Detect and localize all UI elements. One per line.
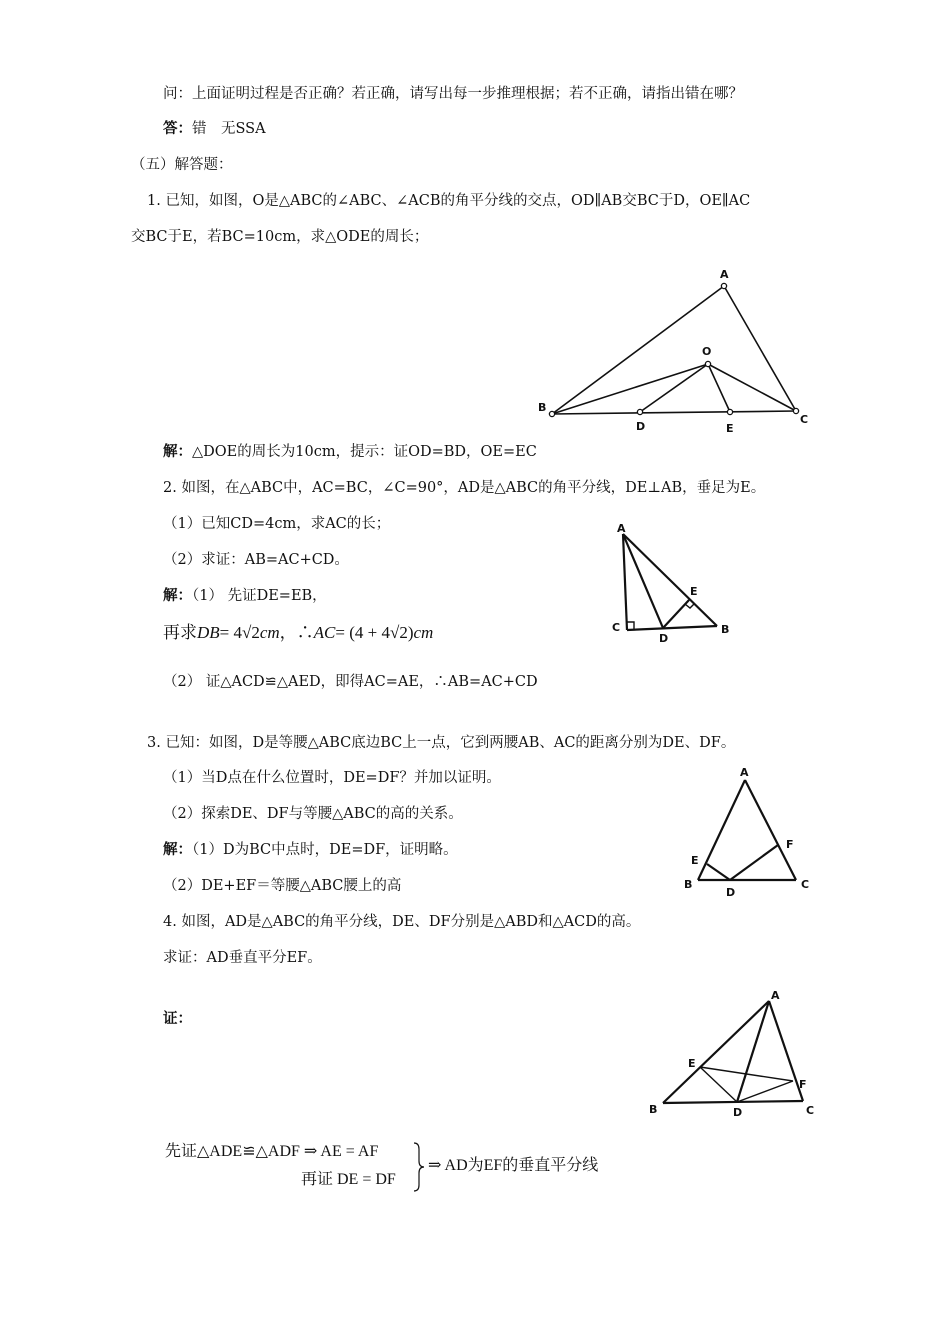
p4-label-e: E xyxy=(688,1057,696,1070)
p2-label-a: A xyxy=(617,522,626,535)
p4-seg-ac xyxy=(769,1001,803,1101)
prev-answer xyxy=(163,119,266,139)
p1-seg-oe xyxy=(708,364,730,412)
p4-label-f: F xyxy=(799,1078,807,1091)
p4-label-c: C xyxy=(806,1104,815,1117)
p3-seg-ac xyxy=(745,780,796,880)
p2-formula-db: DB xyxy=(197,623,220,642)
p4-brace xyxy=(412,1141,426,1193)
p2-sol1 xyxy=(163,586,327,606)
p2-q2: （2）求证：AB=AC+CD。 xyxy=(163,552,349,568)
p1-seg-bc xyxy=(552,411,796,414)
p2-formula-cm2: cm xyxy=(413,623,434,642)
p2-formula-ac: AC xyxy=(313,623,336,642)
p4-proof-line1: 先证△ADE≌△ADF ⇒ AE = AF xyxy=(165,1143,379,1160)
p3-sol-label: 解： xyxy=(163,841,192,858)
p1-solution xyxy=(163,442,537,462)
p4-line2: 求证：AD垂直平分EF。 xyxy=(163,950,322,966)
p4-figure xyxy=(645,985,825,1120)
answer-text: 错 无SSA xyxy=(192,121,266,137)
p1-line1: 1. 已知，如图，O是△ABC的∠ABC、∠ACB的角平分线的交点，OD∥AB交BC于D，OE∥AC xyxy=(147,193,751,209)
p3-label-a: A xyxy=(740,766,749,779)
p2-formula xyxy=(163,621,433,645)
p1-label-e: E xyxy=(726,422,734,435)
p1-seg-bo xyxy=(552,364,708,414)
p4-seg-df xyxy=(737,1081,793,1102)
p3-q2: （2）探索DE、DF与等腰△ABC的高的关系。 xyxy=(163,806,463,822)
p1-label-o: O xyxy=(702,345,712,358)
p3-seg-df xyxy=(730,845,778,880)
p3-sol1-text: （1）D为BC中点时，DE=DF，证明略。 xyxy=(192,842,458,858)
p2-formula-eq1: = 4√2 xyxy=(219,623,260,642)
p3-seg-ab xyxy=(698,780,745,880)
p1-line2: 交BC于E，若BC=10cm，求△ODE的周长； xyxy=(131,229,429,245)
p3-sol2: （2）DE+EF＝等腰△ABC腰上的高 xyxy=(163,878,402,894)
answer-label: 答： xyxy=(163,120,192,137)
p4-proof-label: 证： xyxy=(163,1010,192,1027)
p3-label-b: B xyxy=(684,878,693,891)
p1-seg-ab xyxy=(552,286,724,414)
p3-line1: 3. 已知：如图，D是等腰△ABC底边BC上一点，它到两腰AB、AC的距离分别为DE、DF。 xyxy=(147,735,736,751)
p2-label-e: E xyxy=(690,585,698,598)
p3-seg-de xyxy=(707,864,730,880)
p2-figure xyxy=(605,518,745,643)
p2-q1: （1）已知CD=4cm，求AC的长； xyxy=(163,516,391,532)
p2-formula-eq2: = (4 + 4√2) xyxy=(335,623,414,642)
p1-label-c: C xyxy=(800,413,809,426)
p4-line1: 4. 如图，AD是△ABC的角平分线，DE、DF分别是△ABD和△ACD的高。 xyxy=(163,914,641,930)
p4-seg-bc xyxy=(663,1101,803,1103)
p1-seg-od xyxy=(640,364,708,412)
p3-label-d: D xyxy=(726,886,736,899)
p3-label-c: C xyxy=(801,878,810,891)
p4-proof-line2: 再证 DE = DF xyxy=(301,1171,396,1188)
p2-label-c: C xyxy=(612,621,621,634)
p3-q1: （1）当D点在什么位置时，DE=DF？并加以证明。 xyxy=(163,770,501,786)
p2-label-b: B xyxy=(721,623,730,636)
p2-seg-ad xyxy=(623,534,663,628)
p2-sol2: （2） 证△ACD≌△AED，即得AC=AE，∴AB=AC+CD xyxy=(163,674,538,690)
p1-label-b: B xyxy=(538,401,547,414)
p3-label-f: F xyxy=(786,838,794,851)
p1-label-a: A xyxy=(720,268,729,281)
p1-sol-label: 解： xyxy=(163,443,192,460)
p1-sol-text: △DOE的周长为10cm，提示：证OD=BD，OE=EC xyxy=(192,444,537,460)
p3-figure xyxy=(680,762,820,904)
p4-label-b: B xyxy=(649,1103,658,1116)
p2-formula-sep: ，∴ xyxy=(279,623,314,643)
p2-seg-ab xyxy=(623,534,717,626)
p2-formula-cm1: cm xyxy=(259,623,280,642)
p2-sol1-text: （1） 先证DE=EB， xyxy=(192,588,327,604)
p2-formula-prefix: 再求 xyxy=(163,623,197,643)
p4-proof-conclusion: ⇒ AD为EF的垂直平分线 xyxy=(428,1157,599,1174)
p4-label-d: D xyxy=(733,1106,743,1119)
section-title: （五）解答题： xyxy=(131,157,233,173)
p3-sol1 xyxy=(163,840,458,860)
p4-label-a: A xyxy=(771,989,780,1002)
p2-sol-label: 解： xyxy=(163,587,192,604)
prev-question: 问：上面证明过程是否正确？若正确，请写出每一步推理根据；若不正确，请指出错在哪？ xyxy=(163,86,743,102)
p2-seg-cb xyxy=(627,626,717,630)
p2-label-d: D xyxy=(659,632,669,645)
p3-label-e: E xyxy=(691,854,699,867)
p2-seg-ac xyxy=(623,534,627,630)
p2-line1: 2. 如图，在△ABC中，AC=BC，∠C=90°，AD是△ABC的角平分线，DE⊥AB，垂足为E。 xyxy=(163,480,766,496)
p1-figure xyxy=(530,262,820,442)
p1-label-d: D xyxy=(636,420,646,433)
